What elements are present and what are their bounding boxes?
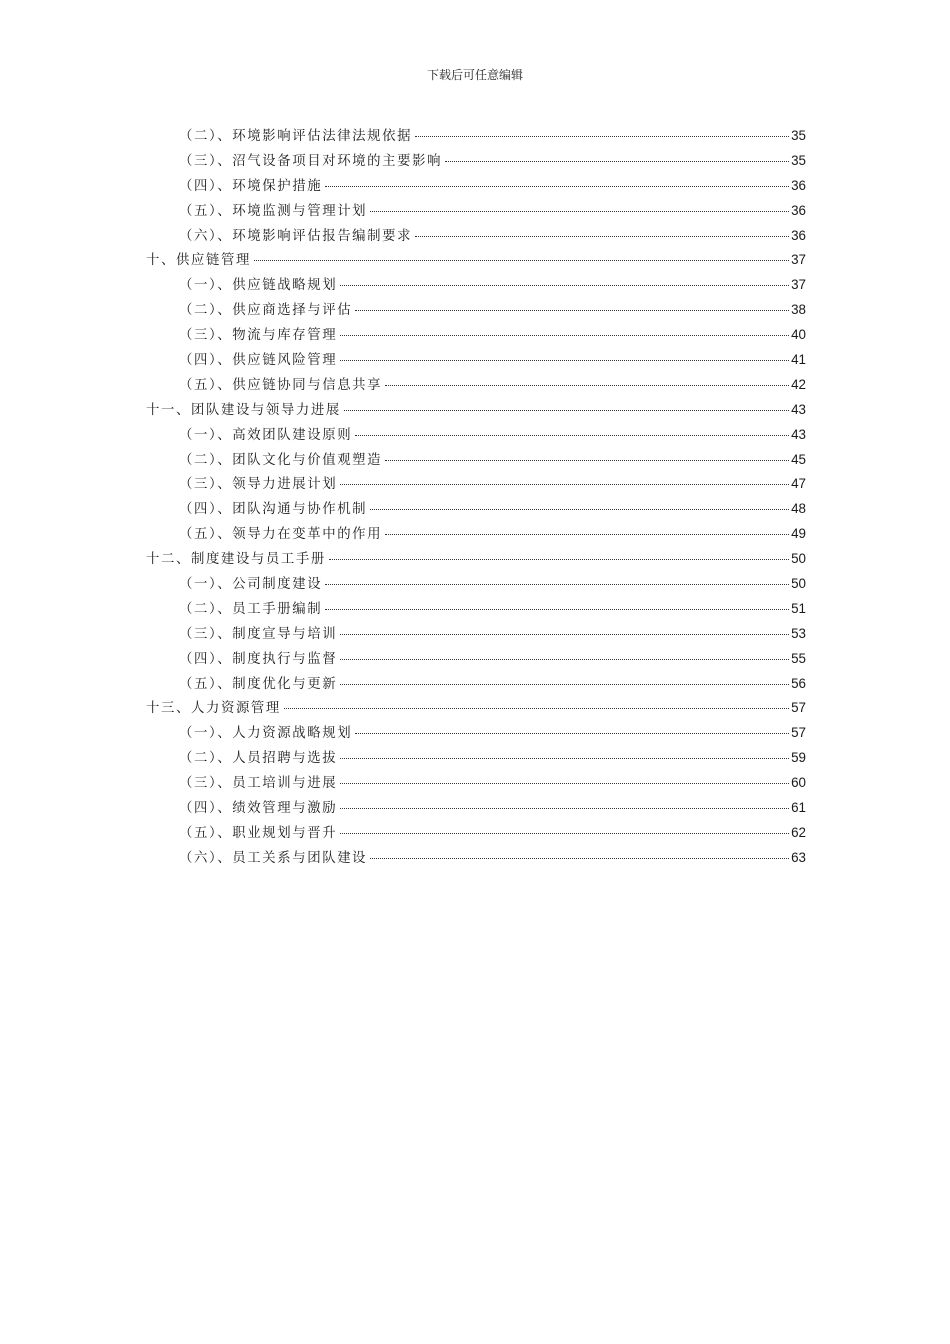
toc-section-entry[interactable] — [146, 821, 806, 846]
toc-page-number: 43 — [791, 401, 806, 417]
toc-chapter-entry[interactable] — [146, 696, 806, 721]
toc-section-entry[interactable] — [146, 846, 806, 871]
toc-dot-leader — [370, 211, 789, 212]
toc-dot-leader — [340, 285, 789, 286]
toc-dot-leader — [325, 186, 789, 187]
toc-dot-leader — [340, 758, 789, 759]
page-header: 下载后可任意编辑 — [426, 68, 523, 82]
toc-page-number: 49 — [791, 526, 806, 542]
toc-entry-label: （五）、领导力在变革中的作用 — [179, 527, 383, 543]
toc-dot-leader — [385, 460, 789, 461]
toc-section-entry[interactable] — [146, 224, 806, 249]
toc-section-entry[interactable] — [146, 522, 806, 547]
toc-section-entry[interactable] — [146, 647, 806, 672]
toc-section-entry[interactable] — [146, 472, 806, 497]
toc-dot-leader — [340, 484, 789, 485]
toc-section-entry[interactable] — [146, 746, 806, 771]
toc-section-entry[interactable] — [146, 572, 806, 597]
toc-dot-leader — [340, 783, 789, 784]
toc-dot-leader — [385, 385, 789, 386]
table-of-contents — [146, 124, 806, 871]
toc-dot-leader — [370, 858, 789, 859]
toc-dot-leader — [370, 509, 789, 510]
toc-entry-label: （五）、职业规划与晋升 — [179, 825, 338, 841]
toc-entry-label: （二）、员工手册编制 — [179, 601, 323, 617]
toc-entry-label: （三）、领导力进展计划 — [179, 477, 338, 493]
toc-page-number: 36 — [791, 177, 806, 193]
toc-page-number: 37 — [791, 277, 806, 293]
toc-page-number: 47 — [791, 476, 806, 492]
toc-chapter-entry[interactable] — [146, 248, 806, 273]
toc-entry-label: （五）、制度优化与更新 — [179, 676, 338, 692]
toc-dot-leader — [355, 310, 789, 311]
toc-entry-label: （二）、人员招聘与选拔 — [179, 751, 338, 767]
toc-entry-label: （四）、团队沟通与协作机制 — [179, 502, 368, 518]
toc-entry-label: （四）、环境保护措施 — [179, 178, 323, 194]
toc-section-entry[interactable] — [146, 199, 806, 224]
toc-entry-label: （二）、供应商选择与评估 — [179, 303, 353, 319]
toc-entry-label: 十、供应链管理 — [146, 253, 251, 269]
toc-page-number: 57 — [791, 700, 806, 716]
toc-section-entry[interactable] — [146, 597, 806, 622]
toc-chapter-entry[interactable] — [146, 547, 806, 572]
toc-page-number: 50 — [791, 551, 806, 567]
toc-dot-leader — [340, 684, 789, 685]
toc-dot-leader — [325, 609, 789, 610]
toc-entry-label: （三）、物流与库存管理 — [179, 328, 338, 344]
toc-page-number: 60 — [791, 775, 806, 791]
toc-section-entry[interactable] — [146, 323, 806, 348]
toc-entry-label: （四）、供应链风险管理 — [179, 353, 338, 369]
toc-dot-leader — [254, 260, 789, 261]
toc-entry-label: 十二、制度建设与员工手册 — [146, 552, 326, 568]
toc-page-number: 62 — [791, 824, 806, 840]
toc-section-entry[interactable] — [146, 373, 806, 398]
toc-section-entry[interactable] — [146, 771, 806, 796]
toc-page-number: 63 — [791, 849, 806, 865]
toc-page-number: 35 — [791, 152, 806, 168]
toc-dot-leader — [415, 236, 789, 237]
toc-entry-label: （二）、环境影响评估法律法规依据 — [179, 129, 413, 144]
toc-page-number: 40 — [791, 327, 806, 343]
toc-section-entry[interactable] — [146, 348, 806, 373]
toc-section-entry[interactable] — [146, 622, 806, 647]
toc-section-entry[interactable] — [146, 497, 806, 522]
toc-entry-label: （三）、制度宣导与培训 — [179, 626, 338, 642]
toc-section-entry[interactable] — [146, 174, 806, 199]
toc-entry-label: （五）、供应链协同与信息共享 — [179, 377, 383, 393]
toc-entry-label: （一）、公司制度建设 — [179, 577, 323, 593]
toc-entry-label: （六）、环境影响评估报告编制要求 — [179, 228, 413, 244]
toc-page-number: 57 — [791, 725, 806, 741]
toc-section-entry[interactable] — [146, 298, 806, 323]
toc-page-number: 50 — [791, 576, 806, 592]
toc-page-number: 59 — [791, 750, 806, 766]
toc-entry-label: （四）、绩效管理与激励 — [179, 801, 338, 817]
toc-dot-leader — [340, 659, 789, 660]
toc-entry-label: （三）、沼气设备项目对环境的主要影响 — [179, 153, 443, 169]
toc-entry-label: （一）、高效团队建设原则 — [179, 427, 353, 443]
toc-page-number: 56 — [791, 675, 806, 691]
toc-chapter-entry[interactable] — [146, 398, 806, 423]
toc-page-number: 45 — [791, 451, 806, 467]
toc-dot-leader — [329, 559, 789, 560]
toc-dot-leader — [340, 360, 789, 361]
toc-section-entry[interactable] — [146, 149, 806, 174]
toc-entry-label: 十三、人力资源管理 — [146, 701, 281, 717]
toc-page-number: 55 — [791, 650, 806, 666]
toc-section-entry[interactable] — [146, 721, 806, 746]
toc-dot-leader — [445, 161, 789, 162]
toc-entry-label: （三）、员工培训与进展 — [179, 776, 338, 792]
toc-page-number: 41 — [791, 352, 806, 368]
toc-page-number: 51 — [791, 600, 806, 616]
toc-dot-leader — [355, 733, 789, 734]
toc-page-number: 38 — [791, 302, 806, 318]
toc-dot-leader — [340, 335, 789, 336]
toc-dot-leader — [284, 708, 789, 709]
toc-section-entry[interactable] — [146, 273, 806, 298]
toc-entry-label: （二）、团队文化与价值观塑造 — [179, 452, 383, 468]
toc-entry-label: （四）、制度执行与监督 — [179, 651, 338, 667]
toc-entry-label: （一）、人力资源战略规划 — [179, 726, 353, 742]
toc-dot-leader — [340, 634, 789, 635]
toc-page-number: 36 — [791, 227, 806, 243]
toc-entry-label: （六）、员工关系与团队建设 — [179, 850, 368, 866]
toc-dot-leader — [340, 808, 789, 809]
toc-page-number: 43 — [791, 426, 806, 442]
toc-entry-label: 十一、团队建设与领导力进展 — [146, 402, 341, 418]
toc-dot-leader — [385, 534, 789, 535]
toc-page-number: 42 — [791, 376, 806, 392]
toc-section-entry[interactable] — [146, 796, 806, 821]
toc-dot-leader — [344, 410, 789, 411]
toc-page-number: 48 — [791, 501, 806, 517]
toc-dot-leader — [325, 584, 789, 585]
toc-dot-leader — [340, 833, 789, 834]
toc-dot-leader — [415, 136, 789, 137]
toc-section-entry[interactable] — [146, 124, 806, 149]
toc-entry-label: （一）、供应链战略规划 — [179, 278, 338, 294]
toc-page-number: 35 — [791, 128, 806, 143]
toc-page-number: 37 — [791, 252, 806, 268]
toc-section-entry[interactable] — [146, 672, 806, 697]
toc-entry-label: （五）、环境监测与管理计划 — [179, 203, 368, 219]
toc-page-number: 61 — [791, 800, 806, 816]
toc-dot-leader — [355, 435, 789, 436]
toc-page-number: 53 — [791, 625, 806, 641]
toc-page-number: 36 — [791, 202, 806, 218]
toc-section-entry[interactable] — [146, 423, 806, 448]
toc-section-entry[interactable] — [146, 448, 806, 473]
